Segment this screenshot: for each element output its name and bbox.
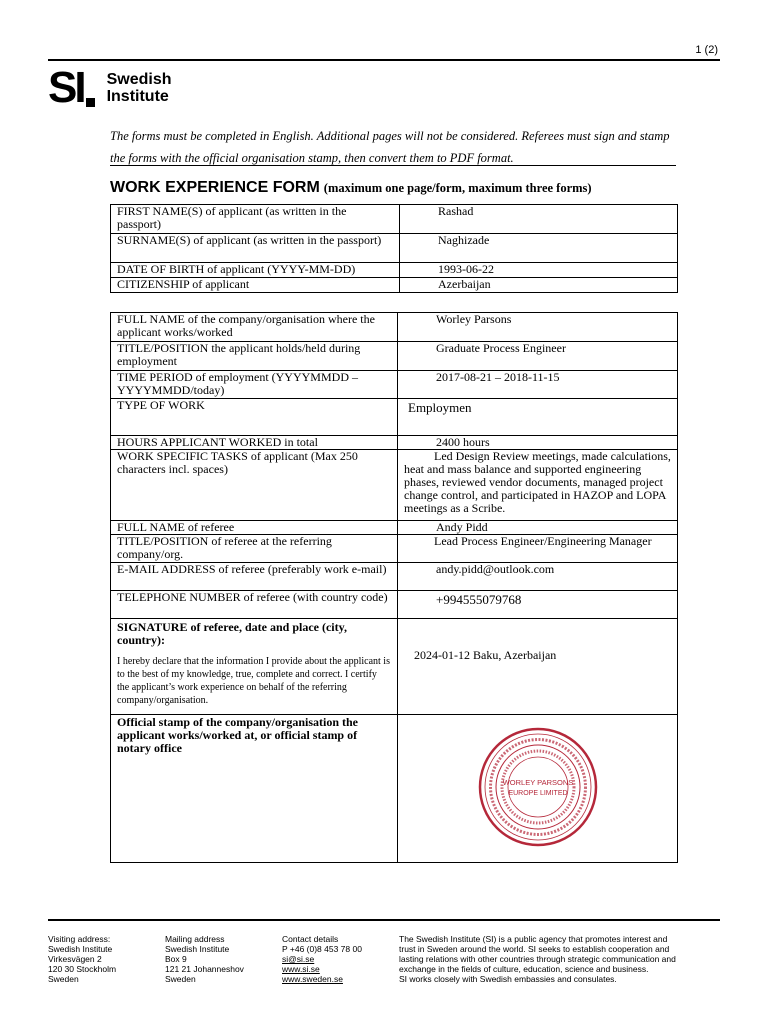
table-row xyxy=(111,371,678,399)
referee-name-label: FULL NAME of referee xyxy=(111,521,398,535)
footer-line: Virkesvägen 2 xyxy=(48,954,102,964)
email-value: andy.pidd@outlook.com xyxy=(398,563,678,591)
phone-value: +994555079768 xyxy=(398,591,678,619)
top-divider xyxy=(48,59,720,61)
footer-line: Contact details xyxy=(282,934,339,944)
first-name-value: Rashad xyxy=(400,205,678,234)
stamp-label: Official stamp of the company/organisation the applicant works/worked at, or official stamp of notary office xyxy=(111,715,398,863)
declaration-text: I hereby declare that the information I provide about the applicant is to the best of my knowledge, true, complete and correct. I certify the applicant’s work experience on behalf of the referring company/organisation. xyxy=(117,656,390,706)
table-row xyxy=(111,619,678,715)
logo-dot xyxy=(86,98,95,107)
tasks-value: Led Design Review meetings, made calculations, heat and mass balance and supported engineering phases, reviewed vendor documents, managed project change control, and participated in HAZOP and LOPA meetings as a Scribe. xyxy=(398,450,678,521)
footer-contact-details xyxy=(282,934,362,984)
table-row xyxy=(111,313,678,342)
instructions-divider xyxy=(110,165,676,166)
work-type-label: TYPE OF WORK xyxy=(111,399,398,436)
position-value: Graduate Process Engineer xyxy=(398,342,678,371)
footer-divider xyxy=(48,919,720,921)
hours-value: 2400 hours xyxy=(398,436,678,450)
table-row xyxy=(111,535,678,563)
table-row xyxy=(111,205,678,234)
table-row xyxy=(111,263,678,278)
footer-line: exchange in the fields of culture, education, science and business. xyxy=(399,964,649,974)
work-type-value: Employmen xyxy=(398,399,678,436)
period-value: 2017-08-21 – 2018-11-15 xyxy=(398,371,678,399)
employment-table xyxy=(110,312,678,863)
footer-line: Swedish Institute xyxy=(48,944,113,954)
signature-cell xyxy=(111,619,398,715)
stamp-outer-ring xyxy=(480,729,596,845)
footer-line: Box 9 xyxy=(165,954,187,964)
company-label: FULL NAME of the company/organisation where the applicant works/worked xyxy=(111,313,398,342)
table-row xyxy=(111,521,678,535)
phone-label: TELEPHONE NUMBER of referee (with country code) xyxy=(111,591,398,619)
stamp-center-line-2: EUROPE LIMITED xyxy=(507,790,568,797)
form-title xyxy=(110,179,592,197)
tasks-label: WORK SPECIFIC TASKS of applicant (Max 250 characters incl. spaces) xyxy=(111,450,398,521)
company-value: Worley Parsons xyxy=(398,313,678,342)
logo-mark: SI xyxy=(48,63,84,112)
footer-visiting-address xyxy=(48,934,116,984)
position-label: TITLE/POSITION the applicant holds/held during employment xyxy=(111,342,398,371)
table-row xyxy=(111,436,678,450)
footer-line: lasting relations with other countries through strategic communication and xyxy=(399,954,676,964)
email-label: E-MAIL ADDRESS of referee (preferably work e-mail) xyxy=(111,563,398,591)
footer-email-link[interactable]: si@si.se xyxy=(282,954,315,964)
footer-line: The Swedish Institute (SI) is a public agency that promotes interest and xyxy=(399,934,668,944)
logo-line-1: Swedish xyxy=(106,71,172,88)
stamp-inner-ring xyxy=(508,757,568,817)
dob-value: 1993-06-22 xyxy=(400,263,678,278)
footer-line: Swedish Institute xyxy=(165,944,230,954)
signature-value: 2024-01-12 Baku, Azerbaijan xyxy=(398,619,678,715)
page-number: 1 (2) xyxy=(695,44,718,56)
stamp-outer-text-band xyxy=(490,740,585,835)
footer-line: trust in Sweden around the world. SI seeks to establish cooperation and xyxy=(399,944,670,954)
stamp-inner-text-band xyxy=(502,751,574,823)
instructions: The forms must be completed in English. Additional pages will not be considered. Referees must sign and stamp the forms with the official organisation stamp, then convert them to PDF format. xyxy=(110,129,670,165)
signature-label: SIGNATURE of referee, date and place (city, country): xyxy=(117,620,347,647)
referee-title-label: TITLE/POSITION of referee at the referring company/org. xyxy=(111,535,398,563)
footer-mailing-address xyxy=(165,934,244,984)
footer-line: Visiting address: xyxy=(48,934,111,944)
table-row xyxy=(111,234,678,263)
table-row xyxy=(111,563,678,591)
footer-line: 121 21 Johanneshov xyxy=(165,964,244,974)
table-row xyxy=(111,715,678,863)
si-logo xyxy=(48,63,172,112)
surname-value: Naghizade xyxy=(400,234,678,263)
footer-si-link[interactable]: www.si.se xyxy=(282,964,320,974)
company-stamp xyxy=(476,725,600,849)
footer-about xyxy=(399,934,676,984)
citizenship-value: Azerbaijan xyxy=(400,278,678,293)
footer-line: SI works closely with Swedish embassies and consulates. xyxy=(399,974,617,984)
referee-name-value: Andy Pidd xyxy=(398,521,678,535)
form-title-note: (maximum one page/form, maximum three forms) xyxy=(323,181,592,195)
dob-label: DATE OF BIRTH of applicant (YYYY-MM-DD) xyxy=(111,263,400,278)
footer-line: 120 30 Stockholm xyxy=(48,964,117,974)
first-name-label: FIRST NAME(S) of applicant (as written in the passport) xyxy=(111,205,400,234)
footer-line: Sweden xyxy=(165,974,196,984)
footer-line: Mailing address xyxy=(165,934,225,944)
table-row xyxy=(111,278,678,293)
stamp-ring-3 xyxy=(496,745,580,829)
table-row xyxy=(111,342,678,371)
table-row xyxy=(111,399,678,436)
referee-title-value: Lead Process Engineer/Engineering Manager xyxy=(398,535,678,563)
stamp-cell xyxy=(398,715,678,863)
citizenship-label: CITIZENSHIP of applicant xyxy=(111,278,400,293)
logo-wordmark xyxy=(107,71,172,105)
stamp-center-line-1: WORLEY PARSONS xyxy=(502,778,573,787)
form-title-main: WORK EXPERIENCE FORM xyxy=(110,179,320,196)
footer-phone: P +46 (0)8 453 78 00 xyxy=(282,944,362,954)
hours-label: HOURS APPLICANT WORKED in total xyxy=(111,436,398,450)
period-label: TIME PERIOD of employment (YYYYMMDD – YYYYMMDD/today) xyxy=(111,371,398,399)
table-row xyxy=(111,591,678,619)
logo-line-2: Institute xyxy=(106,88,169,105)
footer-sweden-link[interactable]: www.sweden.se xyxy=(282,974,343,984)
surname-label: SURNAME(S) of applicant (as written in the passport) xyxy=(111,234,400,263)
applicant-table xyxy=(110,204,678,293)
footer-line: Sweden xyxy=(48,974,79,984)
table-row xyxy=(111,450,678,521)
